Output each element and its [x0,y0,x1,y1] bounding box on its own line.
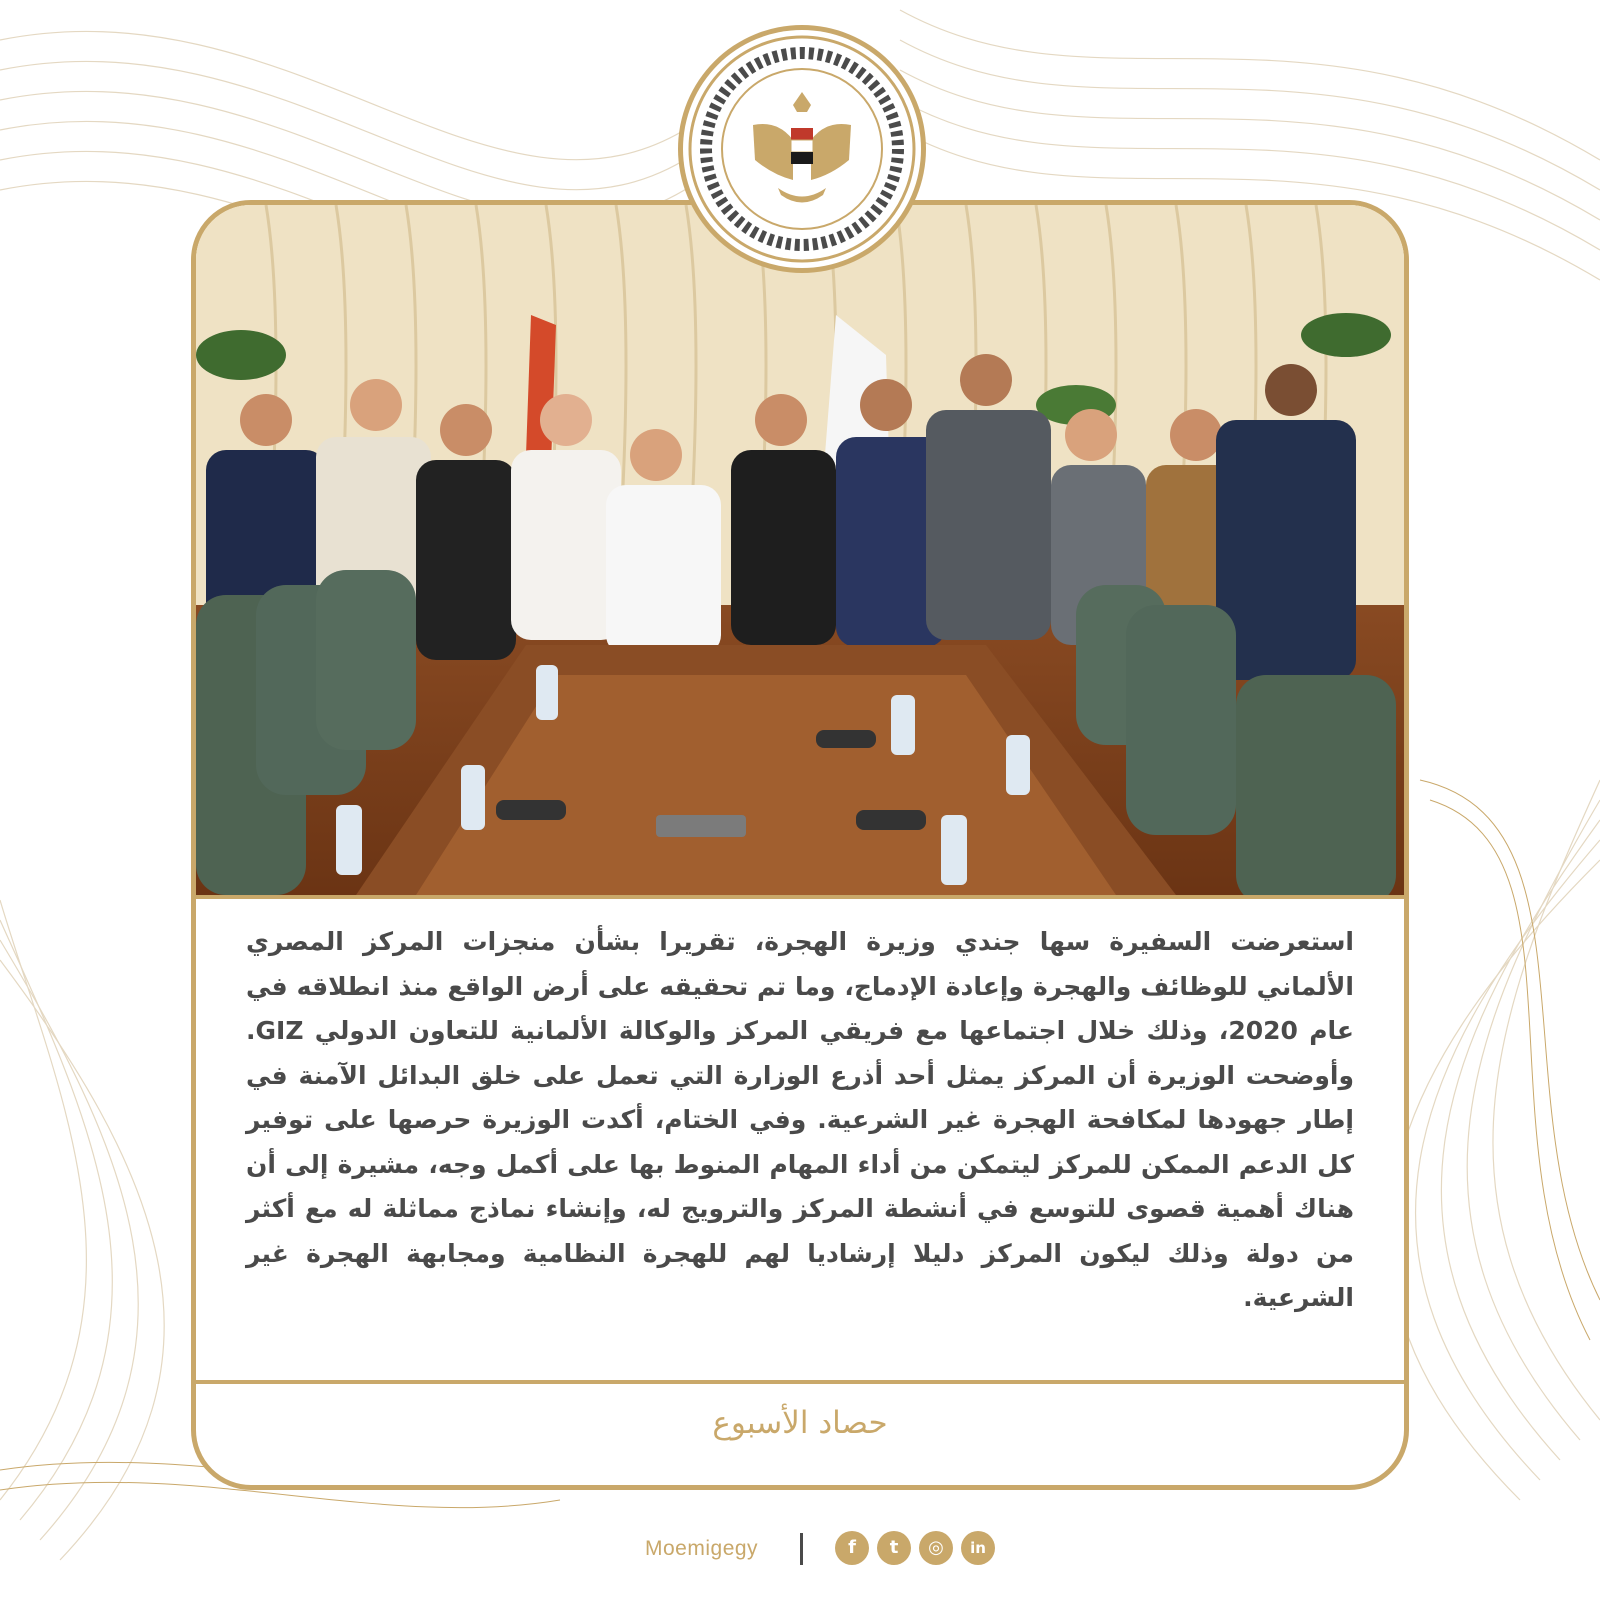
twitter-icon[interactable]: t [877,1531,911,1565]
group-photo [196,205,1404,895]
group-photo-illustration [196,205,1404,895]
social-bar [0,1527,1600,1571]
footer-title: حصاد الأسبوع [712,1405,888,1441]
linkedin-icon[interactable]: in [961,1531,995,1565]
facebook-icon[interactable]: f [835,1531,869,1565]
instagram-icon[interactable]: ◎ [919,1531,953,1565]
footer-divider [196,1380,1404,1384]
social-separator [800,1533,803,1565]
article-body: استعرضت السفيرة سها جندي وزيرة الهجرة، تقريرا بشأن منجزات المركز المصري الألماني للوظائف والهجرة وإعادة الإدماج، وما تم تحقيقه على أرض الواقع منذ انطلاقه في عام 2020، وذلك خلال اجتماعها مع فريقي المركز والوكالة الألمانية للتعاون الدولي GIZ. وأوضحت الوزيرة أن المركز يمثل أحد أذرع الوزارة التي تعمل على خلق البدائل الآمنة في إطار جهودها لمكافحة الهجرة غير الشرعية. وفي الختام، أكدت الوزيرة حرصها على توفير كل الدعم الممكن للمركز ليتمكن من أداء المهام المنوط بها على أكمل وجه، مشيرة إلى أن هناك أهمية قصوى للتوسع في أنشطة المركز والترويج له، وإنشاء نماذج مماثلة له مع أكثر من دولة وذلك ليكون المركز دليلا إرشاديا لهم للهجرة النظامية ومجابهة الهجرة غير الشرعية. [246,927,1354,1312]
social-handle[interactable]: Moemigegy [645,1537,759,1560]
ministry-logo [683,30,921,268]
photo-divider [196,895,1404,899]
ministry-seal-icon [683,30,921,268]
post-card [191,200,1409,1490]
